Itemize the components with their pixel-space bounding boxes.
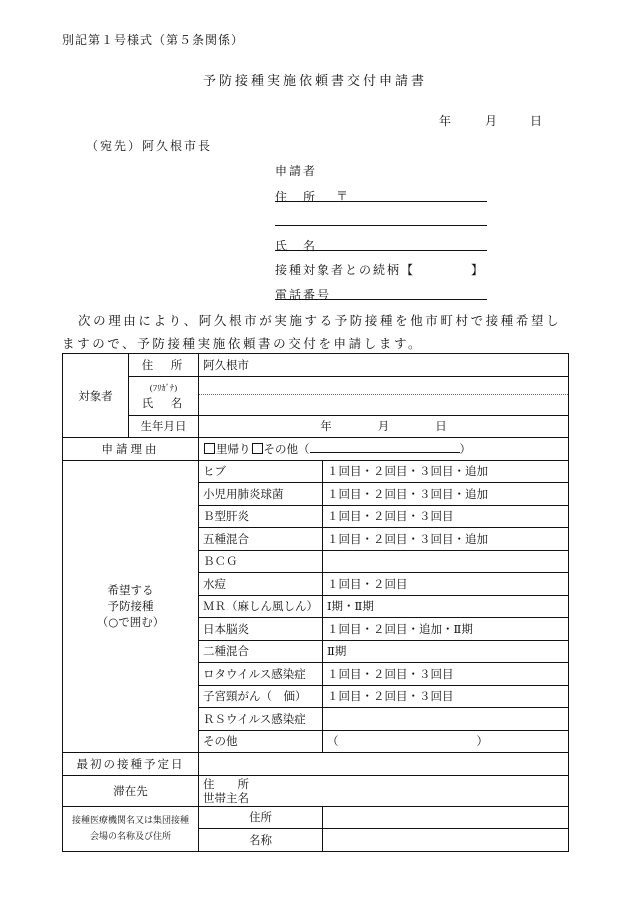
- birthdate-value[interactable]: 年 月 日: [199, 415, 569, 438]
- first-date-label: 最初の接種予定日: [63, 753, 199, 776]
- stay-label: 滞在先: [63, 775, 199, 806]
- vaccine-section-label: [63, 460, 199, 753]
- vaccine-section-label-line: 希望する: [107, 583, 154, 598]
- vaccine-section-label-line: （○で囲む）: [96, 615, 165, 630]
- vaccine-rows: [63, 460, 569, 753]
- reason-label: 申請理由: [63, 438, 199, 461]
- clinic-name-label: 名称: [199, 829, 323, 852]
- addressee: （宛先）阿久根市長: [86, 139, 213, 153]
- vaccine-doses[interactable]: [323, 708, 569, 731]
- birthdate-label: 生年月日: [129, 415, 199, 438]
- vaccine-name: Ｂ型肝炎: [199, 505, 323, 528]
- applicant-name-field[interactable]: [275, 250, 487, 251]
- clinic-address-label: 住所: [199, 806, 323, 829]
- vaccine-doses[interactable]: [323, 550, 569, 573]
- reason-other: その他（: [263, 441, 310, 456]
- vaccine-doses[interactable]: １回目・２回目・３回目: [323, 505, 569, 528]
- furigana-label: (ﾌﾘｶﾞﾅ): [149, 383, 178, 394]
- name-label: 氏 名: [141, 395, 186, 410]
- applicant-address-field-2[interactable]: [275, 225, 487, 226]
- clinic-label: [63, 806, 199, 851]
- subject-name-field[interactable]: [199, 376, 569, 415]
- stay-address-label: 住 所: [203, 776, 249, 791]
- vaccine-section-label-line: 予防接種: [107, 599, 154, 614]
- stay-householder-label: 世帯主名: [203, 790, 249, 805]
- intro-line-1: 次の理由により、阿久根市が実施する予防接種を他市町村で接種希望し: [78, 313, 562, 328]
- checkbox-other[interactable]: [252, 443, 263, 454]
- vaccine-name: 小児用肺炎球菌: [199, 483, 323, 506]
- checkbox-homecoming[interactable]: [204, 443, 215, 454]
- subject-name-label: [129, 376, 199, 415]
- vaccine-doses[interactable]: Ⅰ期・Ⅱ期: [323, 595, 569, 618]
- vaccine-name: 二種混合: [199, 640, 323, 663]
- subject-address-label: 住 所: [129, 354, 199, 377]
- postal-mark: 〒: [336, 189, 349, 203]
- vaccine-doses[interactable]: Ⅱ期: [323, 640, 569, 663]
- stay-field[interactable]: [199, 775, 569, 806]
- applicant-name-label: 氏 名: [275, 239, 318, 253]
- vaccine-name: その他: [199, 730, 323, 753]
- vaccine-doses[interactable]: １回目・２回目・追加・Ⅱ期: [323, 618, 569, 641]
- clinic-name-field[interactable]: [323, 829, 569, 852]
- vaccine-doses[interactable]: １回目・２回目・３回目・追加: [323, 460, 569, 483]
- document-title: 予防接種実施依頼書交付申請書: [202, 74, 427, 89]
- vaccine-name: ヒブ: [199, 460, 323, 483]
- vaccine-name: ロタウイルス感染症: [199, 663, 323, 686]
- reason-homecoming: 里帰り: [216, 441, 251, 456]
- applicant-address-label: 住 所: [275, 190, 318, 204]
- vaccine-name: 水痘: [199, 573, 323, 596]
- first-date-field[interactable]: [199, 753, 569, 776]
- subject-address-value[interactable]: 阿久根市: [199, 354, 569, 377]
- date-year: 年: [439, 114, 452, 128]
- vaccine-name: 子宮頸がん（ 価）: [199, 685, 323, 708]
- vaccine-name: 五種混合: [199, 528, 323, 551]
- vaccine-name: ＢＣＧ: [199, 550, 323, 573]
- date-day: 日: [530, 114, 543, 128]
- relation-label: 接種対象者との続柄【 】: [275, 263, 486, 277]
- vaccine-doses[interactable]: １回目・２回目・３回目: [323, 685, 569, 708]
- vaccine-name: ＭＲ（麻しん風しん）: [199, 595, 323, 618]
- reason-close: ）: [459, 441, 471, 456]
- subject-label: 対象者: [63, 354, 129, 438]
- phone-label: 電話番号: [275, 288, 332, 302]
- vaccine-doses[interactable]: １回目・２回目・３回目・追加: [323, 483, 569, 506]
- vaccine-name: ＲＳウイルス感染症: [199, 708, 323, 731]
- vaccine-doses[interactable]: （ ）: [323, 730, 569, 753]
- reason-field[interactable]: [199, 438, 569, 461]
- form-number-label: 別記第１号様式（第５条関係）: [62, 33, 245, 47]
- intro-line-2: ますので、予防接種実施依頼書の交付を申請します。: [62, 336, 424, 351]
- vaccine-doses[interactable]: １回目・２回目: [323, 573, 569, 596]
- clinic-label-1: 接種医療機関名又は集団接種: [71, 815, 189, 826]
- clinic-label-2: 会場の名称及び住所: [89, 831, 171, 842]
- clinic-address-field[interactable]: [323, 806, 569, 829]
- vaccine-name: 日本脳炎: [199, 618, 323, 641]
- vaccine-doses[interactable]: １回目・２回目・３回目・追加: [323, 528, 569, 551]
- vaccine-doses[interactable]: １回目・２回目・３回目: [323, 663, 569, 686]
- application-table: [62, 353, 569, 852]
- phone-field[interactable]: [275, 299, 487, 300]
- applicant-heading: 申請者: [275, 164, 318, 178]
- date-month: 月: [485, 114, 498, 128]
- vaccine-row: [63, 460, 569, 483]
- applicant-address-field[interactable]: [275, 201, 487, 202]
